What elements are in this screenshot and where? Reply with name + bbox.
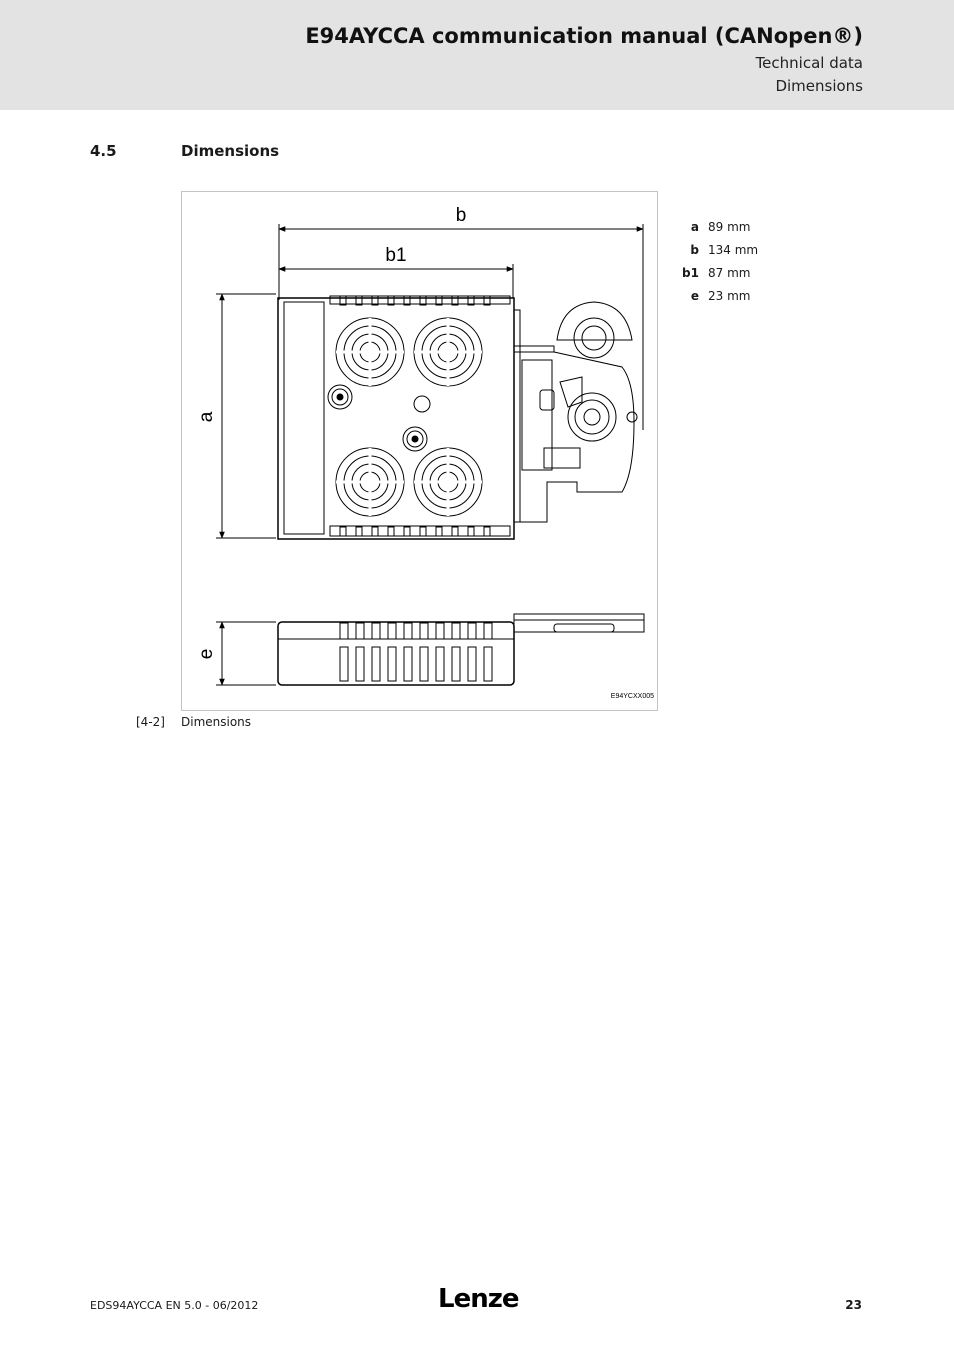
legend-key: e <box>690 289 699 303</box>
legend-row-a <box>676 216 758 239</box>
dimension-drawing <box>181 191 658 711</box>
legend-value: 134 mm <box>708 243 759 257</box>
legend-key: a <box>690 220 699 234</box>
section-number: 4.5 <box>90 142 117 160</box>
legend-row-b1 <box>676 262 758 285</box>
figure-caption-number: [4-2] <box>136 715 165 729</box>
legend-value: 89 mm <box>708 220 751 234</box>
dim-label-b: b <box>455 205 467 226</box>
lenze-logo: Lenze <box>438 1284 519 1314</box>
drawing-code: E94YCXX005 <box>610 693 654 700</box>
header-subchapter: Dimensions <box>775 77 863 95</box>
document-title: E94AYCCA communication manual (CANopen®) <box>305 24 863 48</box>
section-title: Dimensions <box>181 142 280 160</box>
figure-caption-text: Dimensions <box>181 715 252 729</box>
legend-key: b <box>690 243 699 257</box>
legend-key: b1 <box>682 266 699 280</box>
vent-grilles <box>336 318 482 516</box>
legend-row-b <box>676 239 758 262</box>
legend-value: 23 mm <box>708 289 751 303</box>
dim-label-b1: b1 <box>385 245 407 266</box>
coding-knob <box>557 302 632 340</box>
dim-label-e: e <box>196 648 217 660</box>
dimension-legend <box>676 216 758 308</box>
header-chapter: Technical data <box>755 54 863 72</box>
legend-row-e <box>676 285 758 308</box>
page-number: 23 <box>845 1298 862 1312</box>
footer-doc-id: EDS94AYCCA EN 5.0 - 06/2012 <box>90 1299 259 1312</box>
legend-value: 87 mm <box>708 266 751 280</box>
bracket-side-view <box>514 614 644 632</box>
dim-label-a: a <box>196 411 217 423</box>
module-body-top-view <box>278 298 514 539</box>
